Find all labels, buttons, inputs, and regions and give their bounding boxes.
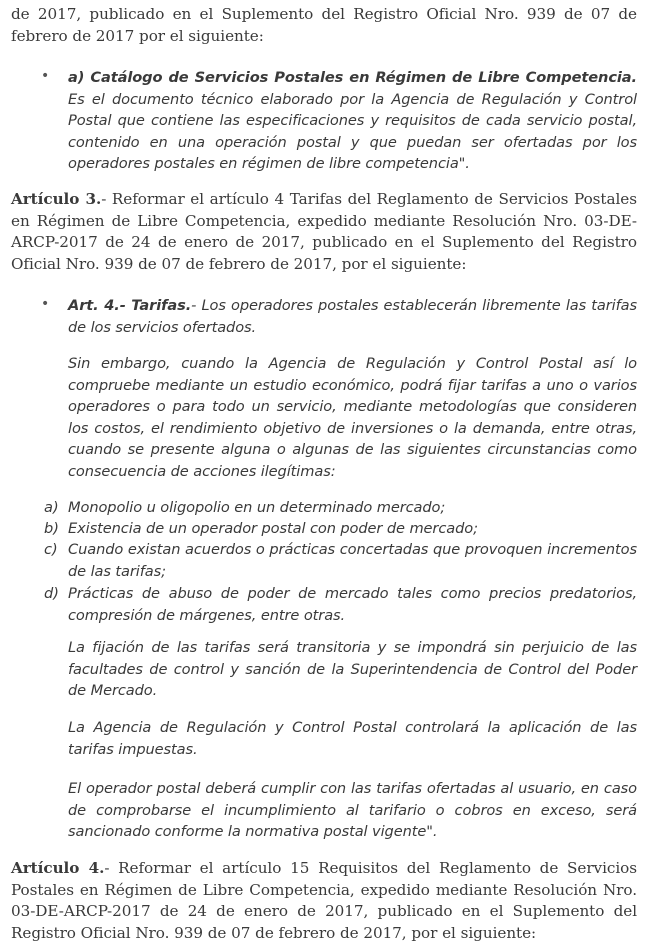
fijacion-paragraph [68,637,637,702]
articulo-3-paragraph [11,189,637,275]
agencia-text: La Agencia de Regulación y Control Postal controlará la aplicación de las tarifas impuestas. [68,719,637,758]
articulo-4-text: - Reformar el artículo 15 Requisitos del Reglamento de Servicios Postales en Régimen de Libre Competencia, expedido mediante Resolución Nro. 03-DE-ARCP-2017 de 24 de enero de 2017, publicado en el Suplemento del Registro Oficial Nro. 939 de 07 de febrero de 2017, por el siguiente: [11,859,637,942]
catalogo-definition [68,67,637,175]
bullet-dot: • [41,68,50,84]
list-item-b [68,518,637,540]
sin-embargo-text: Sin embargo, cuando la Agencia de Regulación y Control Postal así lo compruebe mediante un estudio económico, podrá fijar tarifas a uno o varios operadores o para todo un servicio, mediante metodologías que consideren los costos, el rendimiento objetivo de inversiones o la demanda, entre otras, cuando se presente alguna o algunas de las siguientes circunstancias como consecuencia de acciones ilegítimas: [68,355,637,480]
list-item-text: Cuando existan acuerdos o prácticas concertadas que provoquen incrementos de las tarifas; [68,541,637,580]
operador-paragraph [68,778,637,843]
list-item-a [68,497,637,519]
articulo-4-paragraph [11,858,637,944]
agencia-paragraph [68,717,637,760]
operador-text: El operador postal deberá cumplir con las tarifas ofertadas al usuario, en caso de comprobarse el incumplimiento al tarifario o cobros en exceso, será sancionado conforme la normativa postal vigente". [68,780,637,840]
list-letter-a: a) [44,499,59,516]
list-letter-c: c) [44,541,58,558]
catalogo-lead: a) Catálogo de Servicios Postales en Régimen de Libre Competencia. [68,69,637,86]
list-item-text: Existencia de un operador postal con poder de mercado; [68,520,478,537]
art-4-tarifas [68,295,637,338]
articulo-3-text: - Reformar el artículo 4 Tarifas del Reglamento de Servicios Postales en Régimen de Libre Competencia, expedido mediante Resolución Nro. 03-DE-ARCP-2017 de 24 de enero de 2017, publicado en el Suplemento del Registro Oficial Nro. 939 de 07 de febrero de 2017, por el siguiente: [11,190,637,273]
list-letter-d: d) [44,585,59,602]
list-letter-b: b) [44,520,59,537]
art-4-text: - Los operadores postales establecerán libremente las tarifas de los servicios ofertados. [68,297,637,336]
articulo-4-heading: Artículo 4. [11,859,105,877]
bullet-dot: • [41,296,50,312]
sin-embargo-paragraph [68,353,637,482]
articulo-3-heading: Artículo 3. [11,190,102,208]
list-item-c [68,539,637,582]
list-item-d [68,583,637,626]
catalogo-text: Es el documento técnico elaborado por la Agencia de Regulación y Control Postal que contiene las especificaciones y requisitos de cada servicio postal, contenido en una operación postal y que puedan ser ofertadas por los operadores postales en régimen de libre competencia". [68,90,637,172]
intro-paragraph [11,4,637,47]
fijacion-text: La fijación de las tarifas será transitoria y se impondrá sin perjuicio de las facultades de control y sanción de la Superintendencia de Control del Poder de Mercado. [68,639,637,699]
art-4-lead: Art. 4.- Tarifas. [68,297,192,314]
list-item-text: Prácticas de abuso de poder de mercado tales como precios predatorios, compresión de márgenes, entre otras. [68,585,637,624]
list-item-text: Monopolio u oligopolio en un determinado mercado; [68,499,446,516]
intro-text: de 2017, publicado en el Suplemento del Registro Oficial Nro. 939 de 07 de febrero de 2017 por el siguiente: [11,5,637,45]
